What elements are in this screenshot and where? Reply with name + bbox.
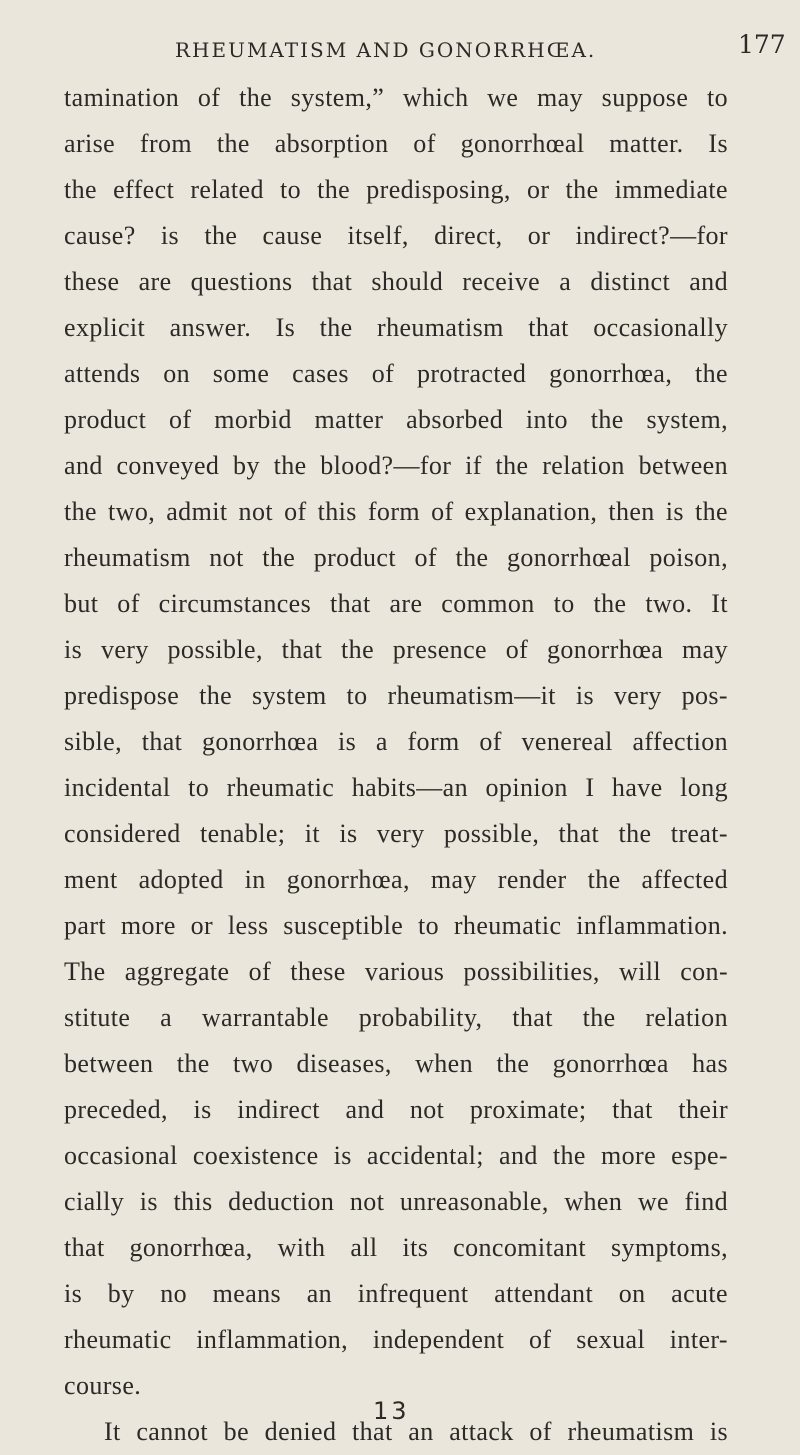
text-line: cially is this deduction not unreasonable, when we find	[64, 1187, 728, 1216]
text-line: but of circumstances that are common to the two. It	[64, 589, 728, 618]
text-line: that gonorrhœa, with all its concomitant symptoms,	[64, 1233, 728, 1262]
text-line: is very possible, that the presence of gonorrhœa may	[64, 635, 728, 664]
running-header: RHEUMATISM AND GONORRHŒA.	[175, 38, 597, 62]
text-line: is by no means an infrequent attendant on acute	[64, 1279, 728, 1308]
text-line: The aggregate of these various possibilities, will con-	[64, 957, 728, 986]
text-line: predispose the system to rheumatism—it is very pos-	[64, 681, 728, 710]
text-line: incidental to rheumatic habits—an opinion I have long	[64, 773, 728, 802]
text-line: preceded, is indirect and not proximate; that their	[64, 1095, 728, 1124]
text-line: It cannot be denied that an attack of rheumatism is	[104, 1417, 728, 1446]
page-number: 177	[738, 30, 786, 59]
text-line: rheumatic inflammation, independent of sexual inter-	[64, 1325, 728, 1354]
signature-mark: 13	[373, 1397, 410, 1425]
text-line: sible, that gonorrhœa is a form of venereal affection	[64, 727, 728, 756]
text-line: stitute a warrantable probability, that the relation	[64, 1003, 728, 1032]
text-line: part more or less susceptible to rheumatic inflammation.	[64, 911, 728, 940]
text-line: attends on some cases of protracted gonorrhœa, the	[64, 359, 728, 388]
text-line: considered tenable; it is very possible, that the treat-	[64, 819, 728, 848]
text-line: tamination of the system,” which we may suppose to	[64, 83, 728, 112]
text-line: between the two diseases, when the gonorrhœa has	[64, 1049, 728, 1078]
text-line: course.	[64, 1371, 142, 1400]
text-line: the effect related to the predisposing, or the immediate	[64, 175, 728, 204]
text-line: these are questions that should receive a distinct and	[64, 267, 728, 296]
text-line: ment adopted in gonorrhœa, may render the affected	[64, 865, 728, 894]
text-line: cause? is the cause itself, direct, or indirect?—for	[64, 221, 728, 250]
text-line: and conveyed by the blood?—for if the relation between	[64, 451, 728, 480]
text-line: the two, admit not of this form of explanation, then is the	[64, 497, 728, 526]
text-line: occasional coexistence is accidental; and the more espe-	[64, 1141, 728, 1170]
text-line: rheumatism not the product of the gonorrhœal poison,	[64, 543, 728, 572]
text-line: explicit answer. Is the rheumatism that occasionally	[64, 313, 728, 342]
text-line: product of morbid matter absorbed into the system,	[64, 405, 728, 434]
text-line: arise from the absorption of gonorrhœal matter. Is	[64, 129, 728, 158]
